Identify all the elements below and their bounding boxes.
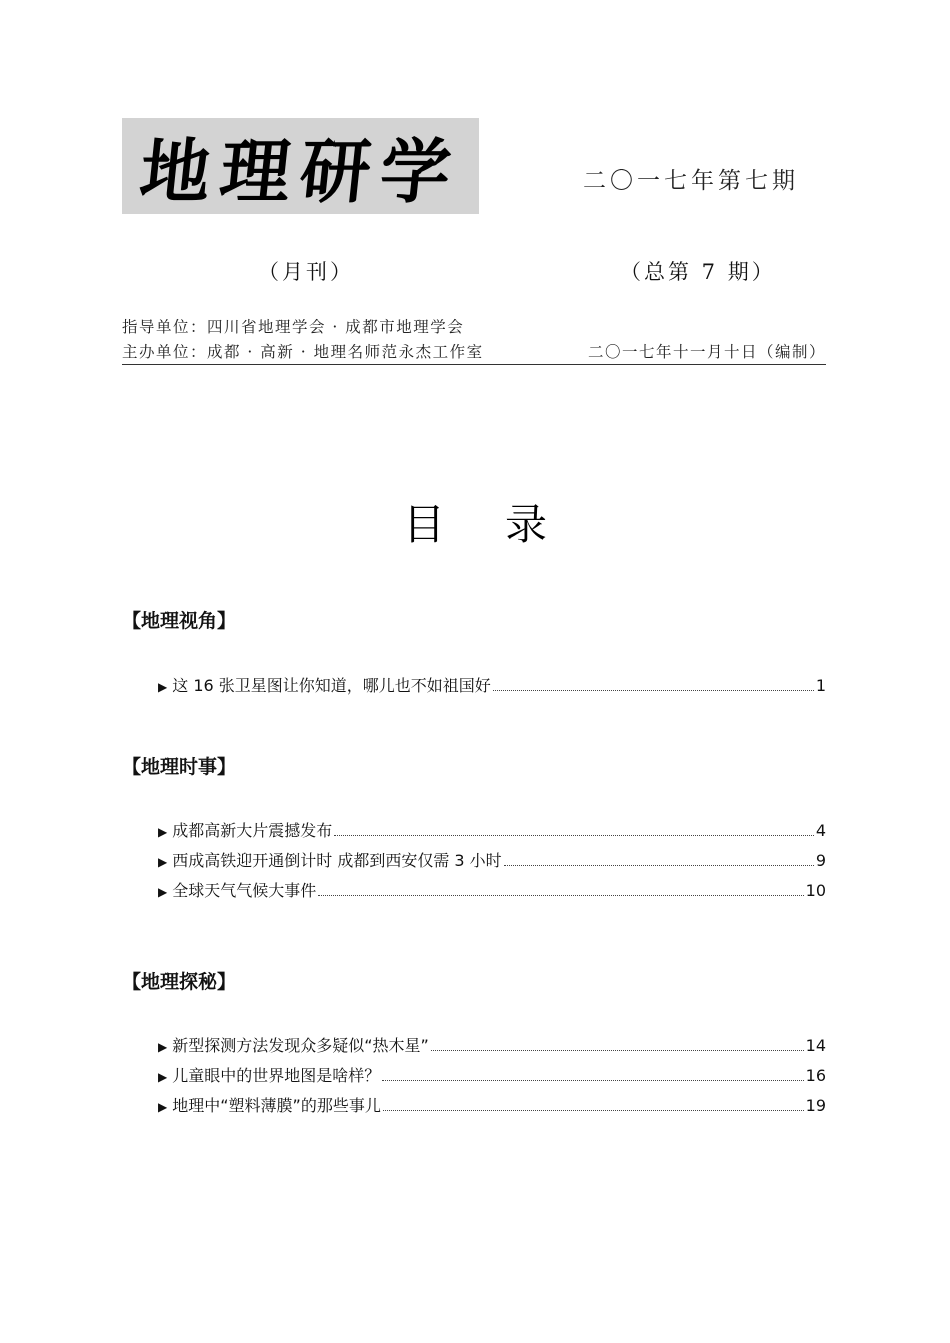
entry-page: 1 bbox=[815, 676, 826, 695]
toc-entry[interactable] bbox=[158, 848, 826, 871]
entry-page: 10 bbox=[805, 881, 826, 900]
dot-leader bbox=[383, 1110, 804, 1111]
toc-entry[interactable] bbox=[158, 1033, 826, 1056]
toc-entry[interactable] bbox=[158, 1093, 826, 1116]
entry-page: 14 bbox=[805, 1036, 826, 1055]
right-triangle-icon: ▶ bbox=[158, 885, 168, 899]
publication-frequency: （月刊） bbox=[258, 260, 354, 284]
toc-entry[interactable] bbox=[158, 878, 826, 901]
entry-title: 全球天气气候大事件 bbox=[172, 881, 317, 900]
toc-entry[interactable] bbox=[158, 1063, 826, 1086]
dot-leader bbox=[504, 865, 814, 866]
total-issue: （总第 7 期） bbox=[620, 260, 776, 284]
right-triangle-icon: ▶ bbox=[158, 680, 168, 694]
entry-page: 9 bbox=[815, 851, 826, 870]
dot-leader bbox=[318, 895, 803, 896]
dot-leader bbox=[493, 690, 814, 691]
journal-logo bbox=[122, 118, 479, 214]
host-unit: 主办单位：成都 · 高新 · 地理名师范永杰工作室 bbox=[122, 343, 484, 361]
right-triangle-icon: ▶ bbox=[158, 855, 168, 869]
section-heading: 【地理时事】 bbox=[122, 756, 237, 778]
section-heading: 【地理视角】 bbox=[122, 610, 237, 632]
entry-title: 地理中“塑料薄膜”的那些事儿 bbox=[172, 1096, 381, 1115]
guidance-unit: 指导单位：四川省地理学会 · 成都市地理学会 bbox=[122, 318, 465, 336]
dot-leader bbox=[382, 1080, 803, 1081]
entry-title: 新型探测方法发现众多疑似“热木星” bbox=[172, 1036, 429, 1055]
right-triangle-icon: ▶ bbox=[158, 825, 168, 839]
issue-number: 二〇一七年第七期 bbox=[583, 168, 799, 194]
entry-page: 16 bbox=[805, 1066, 826, 1085]
right-triangle-icon: ▶ bbox=[158, 1040, 168, 1054]
right-triangle-icon: ▶ bbox=[158, 1070, 168, 1084]
entry-title: 儿童眼中的世界地图是啥样？ bbox=[172, 1066, 381, 1085]
right-triangle-icon: ▶ bbox=[158, 1100, 168, 1114]
toc-entry[interactable] bbox=[158, 673, 826, 696]
entry-title: 成都高新大片震撼发布 bbox=[172, 821, 333, 840]
dot-leader bbox=[431, 1050, 804, 1051]
entry-title: 西成高铁迎开通倒计时 成都到西安仅需 3 小时 bbox=[172, 851, 502, 870]
entry-page: 4 bbox=[815, 821, 826, 840]
toc-entry[interactable] bbox=[158, 818, 826, 841]
entry-title: 这 16 张卫星图让你知道，哪儿也不如祖国好 bbox=[172, 676, 491, 695]
toc-title: 目录 bbox=[402, 500, 607, 549]
compile-date: 二〇一七年十一月十日（编制） bbox=[587, 343, 826, 361]
header-divider bbox=[122, 364, 826, 365]
logo-text: 地理研学 bbox=[135, 130, 465, 213]
entry-page: 19 bbox=[805, 1096, 826, 1115]
dot-leader bbox=[334, 835, 814, 836]
section-heading: 【地理探秘】 bbox=[122, 971, 237, 993]
